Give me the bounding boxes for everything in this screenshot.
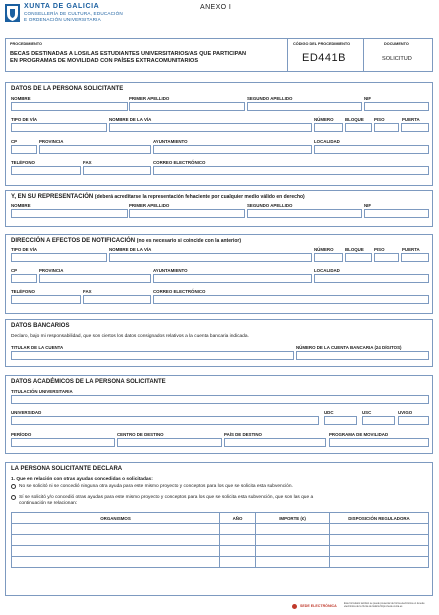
applicant-name-field[interactable]: [11, 102, 128, 111]
applicant-nif-field[interactable]: [364, 102, 429, 111]
representation-subtitle: (deberá acreditarse la representación fehaciente por cualquier medio válido en derecho): [94, 194, 305, 200]
aid-cell[interactable]: [220, 535, 256, 546]
document-label: DOCUMENTO: [384, 42, 409, 46]
bank-section-title: DATOS BANCARIOS: [11, 323, 70, 329]
aid-cell[interactable]: [256, 535, 330, 546]
destination-center-field[interactable]: [117, 438, 222, 447]
notif-street-name-label: NOMBRE DE LA VÍA: [109, 247, 152, 252]
procedure-title: [10, 51, 246, 65]
page-header: [0, 0, 439, 36]
other-aid-text-line-1: Sí se solicitó y/o concedió otras ayudas para este mismo proyecto y conceptos para los que se solicita esta subvención, que son las que a: [19, 495, 314, 500]
bank-holder-field[interactable]: [11, 351, 294, 360]
col-organisms: ORGANISMOS: [12, 513, 220, 524]
code-label: CÓDIGO DEL PROCEDIMIENTO: [293, 42, 351, 46]
notification-section: [5, 234, 433, 314]
applicant-locality-label: LOCALIDAD: [314, 139, 340, 144]
other-aid-radio[interactable]: [11, 495, 16, 500]
mobility-program-label: PROGRAMA DE MOVILIDAD: [329, 432, 389, 437]
aid-row: [12, 524, 429, 535]
notif-number-field[interactable]: [314, 253, 343, 262]
aid-cell[interactable]: [256, 557, 330, 568]
applicant-province-label: PROVINCIA: [39, 139, 64, 144]
aid-row: [12, 557, 429, 568]
notification-title: DIRECCIÓN A EFECTOS DE NOTIFICACIÓN: [11, 238, 136, 244]
notif-door-field[interactable]: [401, 253, 429, 262]
uvigo-label: UVIGO: [398, 410, 413, 415]
code-value: ED441B: [302, 52, 346, 64]
procedure-title-line-1: BECAS DESTINADAS A LOS/LAS ESTUDIANTES UNIVERSITARIOS/AS QUE PARTICIPAN: [10, 51, 247, 57]
applicant-surname1-label: PRIMER APELLIDO: [129, 96, 170, 101]
applicant-door-field[interactable]: [401, 123, 429, 132]
footer-note: Este formulario también se puede presentar de forma electrónica en la sede electrónica de la Xunta de Galicia https://sede.xunta.es: [344, 602, 425, 608]
notif-block-label: BLOQUE: [345, 247, 364, 252]
col-regulation: DISPOSICIÓN REGULADORA: [330, 513, 429, 524]
bank-account-field[interactable]: [296, 351, 429, 360]
notif-email-field[interactable]: [153, 295, 429, 304]
notif-phone-label: TELÉFONO: [11, 289, 35, 294]
academic-section-title: DATOS ACADÉMICOS DE LA PERSONA SOLICITANTE: [11, 379, 166, 385]
col-amount: IMPORTE (€): [256, 513, 330, 524]
destination-center-label: CENTRO DE DESTINO: [117, 432, 164, 437]
aid-cell[interactable]: [220, 557, 256, 568]
aid-cell[interactable]: [12, 535, 220, 546]
period-label: PERÍODO: [11, 432, 32, 437]
applicant-section-title: DATOS DE LA PERSONA SOLICITANTE: [11, 86, 124, 92]
representation-title: Y, EN SU REPRESENTACIÓN: [11, 194, 94, 200]
document-value: SOLICITUD: [382, 56, 412, 62]
applicant-block-field[interactable]: [345, 123, 372, 132]
aid-cell[interactable]: [330, 546, 429, 557]
procedure-box: [5, 38, 433, 72]
notification-subtitle: (no es necesario si coincide con la anterior): [136, 238, 241, 244]
aid-cell[interactable]: [12, 524, 220, 535]
destination-country-field[interactable]: [224, 438, 326, 447]
applicant-province-field[interactable]: [39, 145, 151, 154]
e-office-seal-icon: [292, 604, 297, 609]
declaration-section-title: LA PERSONA SOLICITANTE DECLARA: [11, 466, 123, 472]
notif-council-label: AYUNTAMIENTO: [153, 268, 188, 273]
applicant-fax-label: FAX: [83, 160, 92, 165]
applicant-floor-field[interactable]: [374, 123, 399, 132]
aid-cell[interactable]: [330, 524, 429, 535]
applicant-number-label: NÚMERO: [314, 117, 334, 122]
applicant-section: [5, 82, 433, 186]
declaration-section: [5, 462, 433, 596]
rep-nif-label: NIF: [364, 203, 372, 208]
no-other-aid-radio[interactable]: [11, 484, 16, 489]
rep-surname1-field[interactable]: [129, 209, 245, 218]
applicant-fax-field[interactable]: [83, 166, 151, 175]
other-aid-text: [19, 495, 313, 507]
notif-street-type-label: TIPO DE VÍA: [11, 247, 38, 252]
uvigo-checkbox[interactable]: [398, 416, 429, 425]
applicant-council-label: AYUNTAMIENTO: [153, 139, 188, 144]
code-cell: [288, 39, 364, 71]
applicant-street-name-label: NOMBRE DE LA VÍA: [109, 117, 152, 122]
rep-name-field[interactable]: [11, 209, 128, 218]
xunta-logo-icon: [5, 4, 20, 22]
destination-country-label: PAÍS DE DESTINO: [224, 432, 262, 437]
applicant-street-name-field[interactable]: [109, 123, 312, 132]
applicant-street-type-label: TIPO DE VÍA: [11, 117, 38, 122]
period-field[interactable]: [11, 438, 115, 447]
notif-locality-label: LOCALIDAD: [314, 268, 340, 273]
notif-fax-label: FAX: [83, 289, 92, 294]
aid-cell[interactable]: [330, 557, 429, 568]
notif-phone-field[interactable]: [11, 295, 81, 304]
applicant-phone-field[interactable]: [11, 166, 81, 175]
udc-label: UDC: [324, 410, 334, 415]
bank-holder-label: TITULAR DE LA CUENTA: [11, 345, 64, 350]
notif-cp-field[interactable]: [11, 274, 37, 283]
aid-cell[interactable]: [220, 546, 256, 557]
rep-surname2-label: SEGUNDO APELLIDO: [247, 203, 293, 208]
aid-row: [12, 535, 429, 546]
no-other-aid-text: No se solicitó ni se concedió ninguna otra ayuda para este mismo proyecto y conceptos para los que se solicita esta subvención.: [19, 484, 293, 489]
procedure-label: PROCEDIMIENTO: [10, 42, 42, 46]
applicant-street-type-field[interactable]: [11, 123, 107, 132]
applicant-cp-field[interactable]: [11, 145, 37, 154]
notif-council-field[interactable]: [153, 274, 312, 283]
aid-cell[interactable]: [220, 524, 256, 535]
degree-label: TITULACIÓN UNIVERSITARIA: [11, 389, 73, 394]
notif-door-label: PUERTA: [402, 247, 420, 252]
applicant-number-field[interactable]: [314, 123, 343, 132]
applicant-nif-label: NIF: [364, 96, 372, 101]
e-office-label: SEDE ELECTRÓNICA: [300, 604, 337, 608]
declaration-q1: 1. Que en relación con otras ayudas concedidas o solicitadas:: [11, 477, 153, 482]
notif-province-label: PROVINCIA: [39, 268, 64, 273]
notification-section-title: [11, 238, 241, 244]
usc-label: USC: [362, 410, 372, 415]
notif-floor-field[interactable]: [374, 253, 399, 262]
udc-checkbox[interactable]: [324, 416, 357, 425]
rep-name-label: NOMBRE: [11, 203, 31, 208]
applicant-phone-label: TELÉFONO: [11, 160, 35, 165]
representation-section: [5, 190, 433, 227]
other-aid-table: [11, 512, 429, 568]
annex-label: ANEXO I: [200, 4, 232, 11]
bank-declaration: Declaro, bajo mi responsabilidad, que son ciertos los datos consignados relativos a la cuenta bancaria indicada.: [11, 334, 249, 339]
col-year: AÑO: [220, 513, 256, 524]
rep-nif-field[interactable]: [364, 209, 429, 218]
notif-block-field[interactable]: [345, 253, 372, 262]
applicant-cp-label: CP: [11, 139, 18, 144]
notif-province-field[interactable]: [39, 274, 151, 283]
notif-locality-field[interactable]: [314, 274, 429, 283]
aid-table-header: [12, 513, 429, 524]
aid-cell[interactable]: [256, 546, 330, 557]
bank-account-label: NÚMERO DE LA CUENTA BANCARIA (24 DÍGITOS): [296, 345, 402, 350]
applicant-email-label: CORREO ELECTRÓNICO: [153, 160, 206, 165]
bank-section: [5, 319, 433, 367]
notif-cp-label: CP: [11, 268, 18, 273]
academic-section: [5, 375, 433, 454]
applicant-block-label: BLOQUE: [345, 117, 364, 122]
procedure-title-line-2: EN PROGRAMAS DE MOVILIDAD CON PAÍSES EXTRACOMUNITARIOS: [10, 58, 199, 64]
applicant-surname2-field[interactable]: [247, 102, 362, 111]
organization-name: [24, 3, 123, 23]
notif-email-label: CORREO ELECTRÓNICO: [153, 289, 206, 294]
notif-floor-label: PISO: [374, 247, 385, 252]
applicant-council-field[interactable]: [153, 145, 312, 154]
other-aid-text-line-2: continuación se relacionan:: [19, 501, 78, 506]
rep-surname2-field[interactable]: [247, 209, 362, 218]
notif-street-name-field[interactable]: [109, 253, 312, 262]
org-line-2: CONSELLERÍA DE CULTURA, EDUCACIÓN: [24, 11, 123, 16]
degree-field[interactable]: [11, 395, 429, 404]
aid-cell[interactable]: [12, 546, 220, 557]
applicant-door-label: PUERTA: [402, 117, 420, 122]
rep-surname1-label: PRIMER APELLIDO: [129, 203, 170, 208]
aid-cell[interactable]: [330, 535, 429, 546]
university-field[interactable]: [11, 416, 319, 425]
aid-row: [12, 546, 429, 557]
notif-fax-field[interactable]: [83, 295, 151, 304]
notif-street-type-field[interactable]: [11, 253, 107, 262]
org-line-1: XUNTA DE GALICIA: [24, 3, 100, 10]
mobility-program-field[interactable]: [329, 438, 429, 447]
applicant-surname1-field[interactable]: [129, 102, 245, 111]
usc-checkbox[interactable]: [362, 416, 395, 425]
applicant-email-field[interactable]: [153, 166, 429, 175]
document-cell: [364, 39, 434, 71]
representation-section-title: [11, 194, 305, 200]
notif-number-label: NÚMERO: [314, 247, 334, 252]
applicant-locality-field[interactable]: [314, 145, 429, 154]
aid-cell[interactable]: [256, 524, 330, 535]
aid-cell[interactable]: [12, 557, 220, 568]
procedure-cell: [6, 39, 288, 71]
org-line-3: E ORDENACIÓN UNIVERSITARIA: [24, 17, 101, 22]
applicant-name-label: NOMBRE: [11, 96, 31, 101]
university-label: UNIVERSIDAD: [11, 410, 42, 415]
applicant-floor-label: PISO: [374, 117, 385, 122]
applicant-surname2-label: SEGUNDO APELLIDO: [247, 96, 293, 101]
